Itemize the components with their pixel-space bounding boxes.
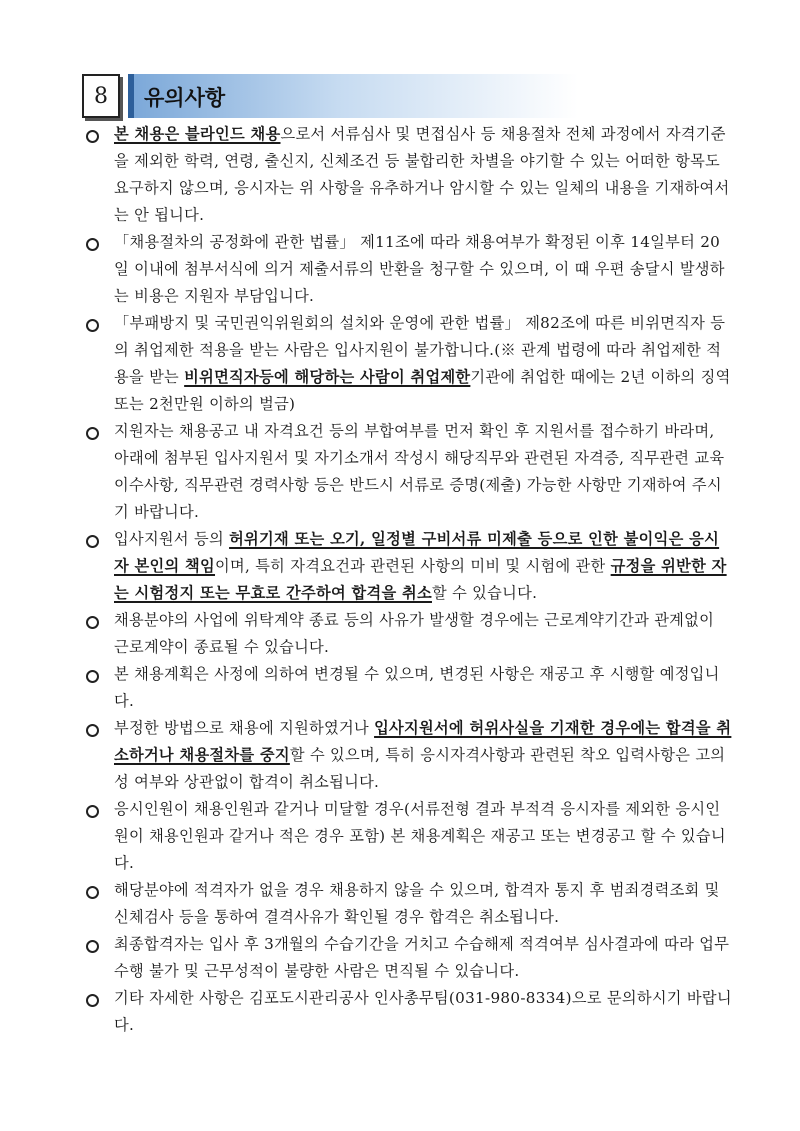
- circle-bullet-icon: [86, 616, 99, 629]
- circle-bullet-icon: [86, 319, 99, 332]
- notice-item: [84, 661, 734, 715]
- circle-bullet-icon: [86, 940, 99, 953]
- circle-bullet-icon: [86, 994, 99, 1007]
- notice-text: 지원자는 채용공고 내 자격요건 등의 부합여부를 먼저 확인 후 지원서를 접수하기 바라며, 아래에 첨부된 입사지원서 및 자기소개서 작성시 해당직무와 관련된 자격증, 직무관련 교육이수사항, 직무관련 경력사항 등은 반드시 서류로 증명(제출) 가능한 사항만 기재하여 주시기 바랍니다.: [114, 422, 725, 521]
- notice-item: [84, 418, 734, 526]
- notice-text: 이며, 특히 자격요건과 관련된 사항의 미비 및 시험에 관한: [215, 557, 611, 575]
- notice-text: 으로서 서류심사 및 면접심사 등 채용절차 전체 과정에서 자격기준을 제외한 학력, 연령, 출신지, 신체조건 등 불합리한 차별을 야기할 수 있는 어떠한 항목도 요구하지 않으며, 응시자는 위 사항을 유추하거나 암시할 수 있는 일체의 내용을 기재하여서는 안 됩니다.: [114, 125, 730, 224]
- section-number: 8: [82, 74, 120, 118]
- emphasis-text: 허위기재 또는 오기, 일정별 구비서류 미제출 등으로 인한 불이익은 응시자 본인의 책임: [114, 530, 720, 575]
- notice-text: 응시인원이 채용인원과 같거나 미달할 경우(서류전형 결과 부적격 응시자를 제외한 응시인원이 채용인원과 같거나 적은 경우 포함) 본 채용계획은 재공고 또는 변경공고 할 수 있습니다.: [114, 800, 726, 872]
- circle-bullet-icon: [86, 427, 99, 440]
- notice-text: 할 수 있습니다.: [431, 584, 538, 602]
- notice-item: [84, 121, 734, 229]
- circle-bullet-icon: [86, 130, 99, 143]
- circle-bullet-icon: [86, 238, 99, 251]
- notice-text: 최종합격자는 입사 후 3개월의 수습기간을 거치고 수습해제 적격여부 심사결과에 따라 업무수행 불가 및 근무성적이 불량한 사람은 면직될 수 있습니다.: [114, 935, 730, 980]
- notice-item: [84, 877, 734, 931]
- circle-bullet-icon: [86, 670, 99, 683]
- notice-item: [84, 931, 734, 985]
- emphasis-text: 비위면직자등에 해당하는 사람이 취업제한: [184, 368, 471, 386]
- notice-item: [84, 985, 734, 1039]
- notice-item: [84, 526, 734, 607]
- circle-bullet-icon: [86, 724, 99, 737]
- notice-text: 「부패방지 및 국민권익위원회의 설치와 운영에 관한 법률」 제82조에 따른 비위면직자 등의 취업제한 적용을 받는 사람은 입사지원이 불가합니다.(※ 관계 법령에 따라 취업제한 적용을 받는: [114, 314, 726, 386]
- notice-text: 해당분야에 적격자가 없을 경우 채용하지 않을 수 있으며, 합격자 통지 후 범죄경력조회 및 신체검사 등을 통하여 결격사유가 확인될 경우 합격은 취소됩니다.: [114, 881, 720, 926]
- notice-text: 할 수 있으며, 특히 응시자격사항과 관련된 착오 입력사항은 고의성 여부와 상관없이 합격이 취소됩니다.: [114, 746, 726, 791]
- notice-text: 기타 자세한 사항은 김포도시관리공사 인사총무팀(031-980-8334)으로 문의하시기 바랍니다.: [114, 989, 732, 1034]
- circle-bullet-icon: [86, 535, 99, 548]
- circle-bullet-icon: [86, 886, 99, 899]
- notice-text: 「채용절차의 공정화에 관한 법률」 제11조에 따라 채용여부가 확정된 이후 14일부터 20일 이내에 첨부서식에 의거 제출서류의 반환을 청구할 수 있으며, 이 때 우편 송달시 발생하는 비용은 지원자 부담입니다.: [114, 233, 725, 305]
- notice-text: 본 채용계획은 사정에 의하여 변경될 수 있으며, 변경된 사항은 재공고 후 시행할 예정입니다.: [114, 665, 720, 710]
- emphasis-text: 입사지원서에 허위사실을 기재한 경우에는 합격을 취소하거나 채용절차를 중지: [114, 719, 732, 764]
- notice-text: 채용분야의 사업에 위탁계약 종료 등의 사유가 발생할 경우에는 근로계약기간과 관계없이 근로계약이 종료될 수 있습니다.: [114, 611, 715, 656]
- emphasis-text: 본 채용은 블라인드 채용: [114, 125, 281, 143]
- circle-bullet-icon: [86, 805, 99, 818]
- notice-list: [84, 121, 734, 1039]
- emphasis-text: 규정을 위반한 자는 시험정지 또는 무효로 간주하여 합격을 취소: [114, 557, 727, 602]
- notice-text: 부정한 방법으로 채용에 지원하였거나: [114, 719, 375, 737]
- notice-item: [84, 715, 734, 796]
- section-title: 유의사항: [144, 86, 226, 110]
- notice-item: [84, 310, 734, 418]
- notice-item: [84, 607, 734, 661]
- notice-text: 입사지원서 등의: [114, 530, 230, 548]
- notice-item: [84, 229, 734, 310]
- notice-item: [84, 796, 734, 877]
- section-header: [82, 74, 728, 118]
- notice-text: 기관에 취업한 때에는 2년 이하의 징역 또는 2천만원 이하의 벌금): [114, 368, 731, 413]
- section-title-bar: [128, 74, 728, 118]
